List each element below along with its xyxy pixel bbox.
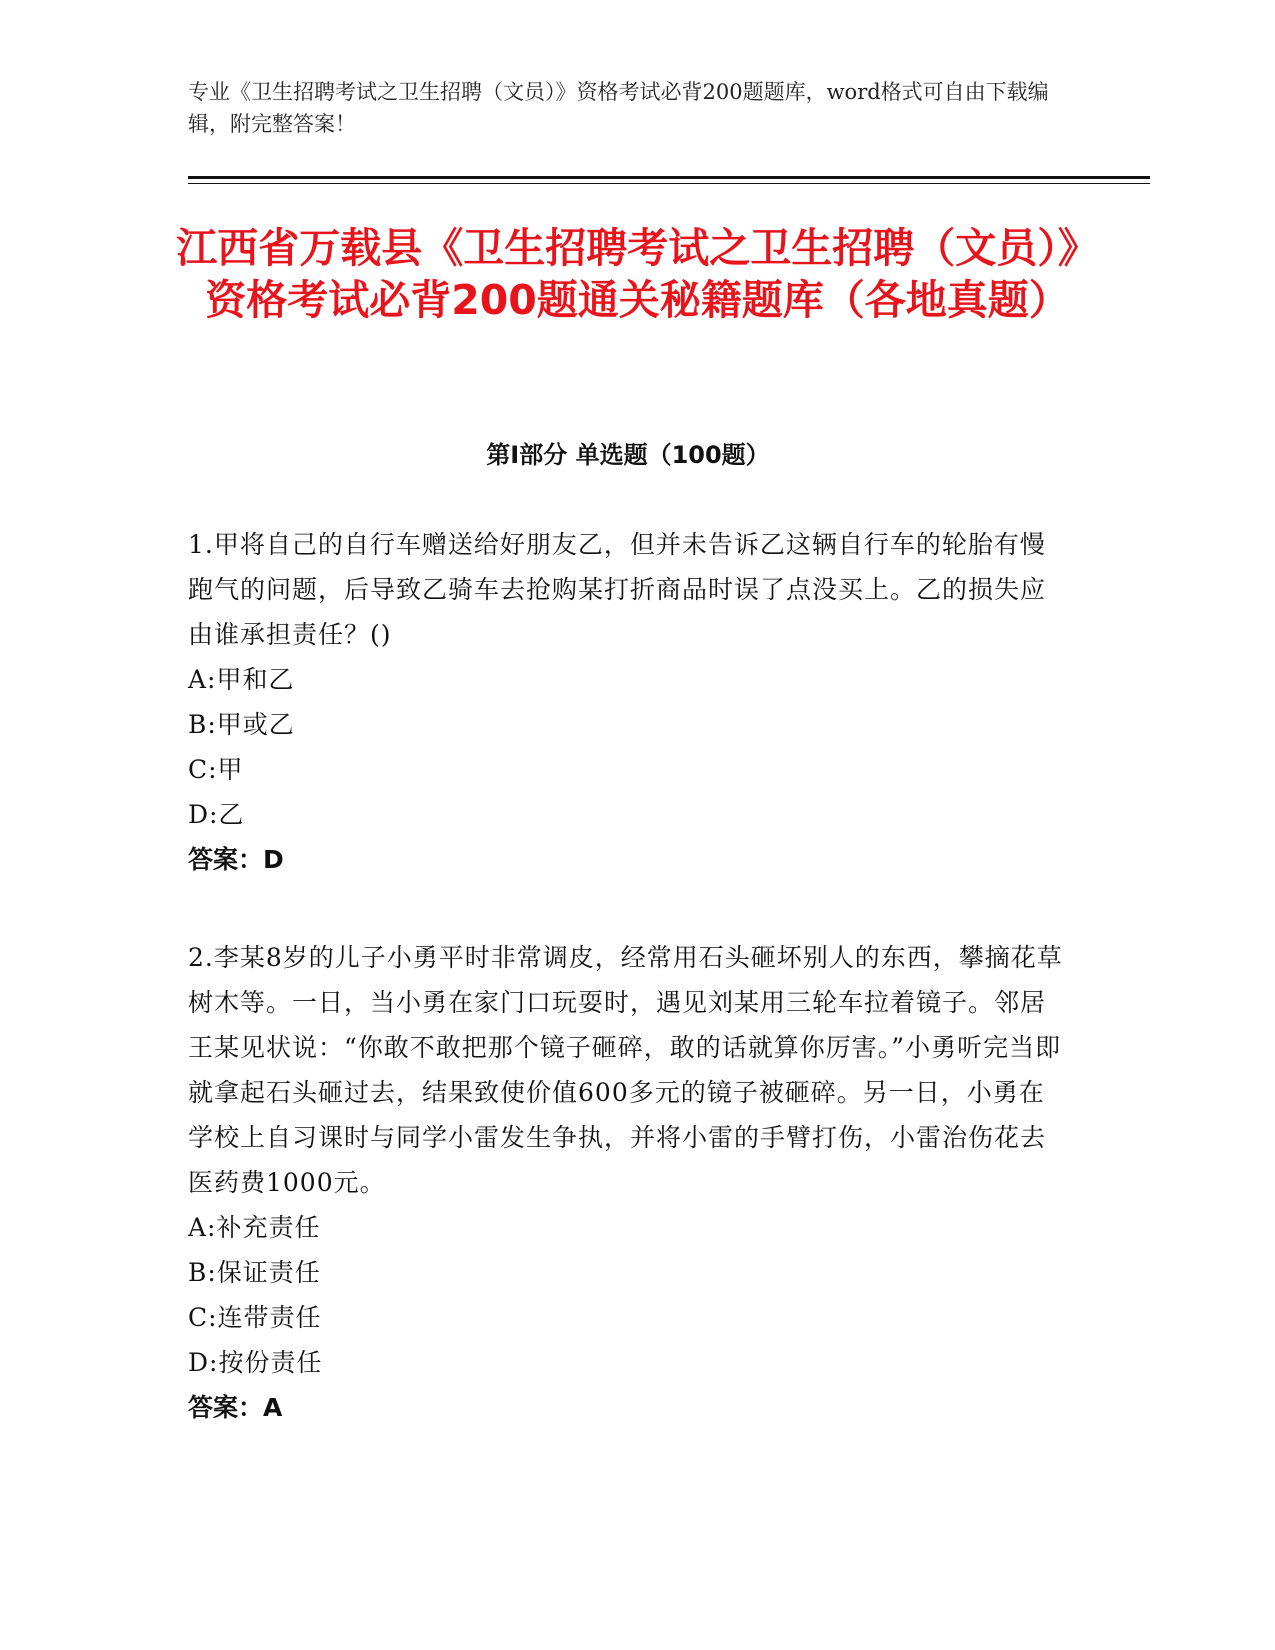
answer: 答案：A xyxy=(188,1393,283,1422)
option-c: C:甲 xyxy=(188,755,244,784)
option-d: D:乙 xyxy=(188,800,245,829)
header-rule-thin xyxy=(188,183,1150,184)
option-a: A:补充责任 xyxy=(188,1213,321,1242)
answer: 答案：D xyxy=(188,845,284,874)
section-title: 第I部分 单选题（100题） xyxy=(486,441,770,469)
question-2 xyxy=(188,935,1068,1430)
header-note: 专业《卫生招聘考试之卫生招聘（文员）》资格考试必背200题题库，word格式可自由下载编辑，附完整答案！ xyxy=(188,80,1049,136)
option-b: B:保证责任 xyxy=(188,1258,321,1287)
option-c: C:连带责任 xyxy=(188,1303,322,1332)
question-1 xyxy=(188,522,1068,882)
document-title: 江西省万载县《卫生招聘考试之卫生招聘（文员）》资格考试必背200题通关秘籍题库（各地真题） xyxy=(176,224,1099,324)
option-a: A:甲和乙 xyxy=(188,665,295,694)
question-text: 1.甲将自己的自行车赠送给好朋友乙，但并未告诉乙这辆自行车的轮胎有慢跑气的问题，后导致乙骑车去抢购某打折商品时误了点没买上。乙的损失应由谁承担责任？() xyxy=(188,530,1047,649)
header-rule-thick xyxy=(188,176,1150,179)
option-d: D:按份责任 xyxy=(188,1348,323,1377)
option-b: B:甲或乙 xyxy=(188,710,295,739)
question-text: 2.李某8岁的儿子小勇平时非常调皮，经常用石头砸坏别人的东西，攀摘花草树木等。一日，当小勇在家门口玩耍时，遇见刘某用三轮车拉着镜子。邻居王某见状说：“你敢不敢把那个镜子砸碎，敢的话就算你厉害。”小勇听完当即就拿起石头砸过去，结果致使价值600多元的镜子被砸碎。另一日，小勇在学校上自习课时与同学小雷发生争执，并将小雷的手臂打伤，小雷治伤花去医药费1000元。 xyxy=(188,943,1063,1197)
